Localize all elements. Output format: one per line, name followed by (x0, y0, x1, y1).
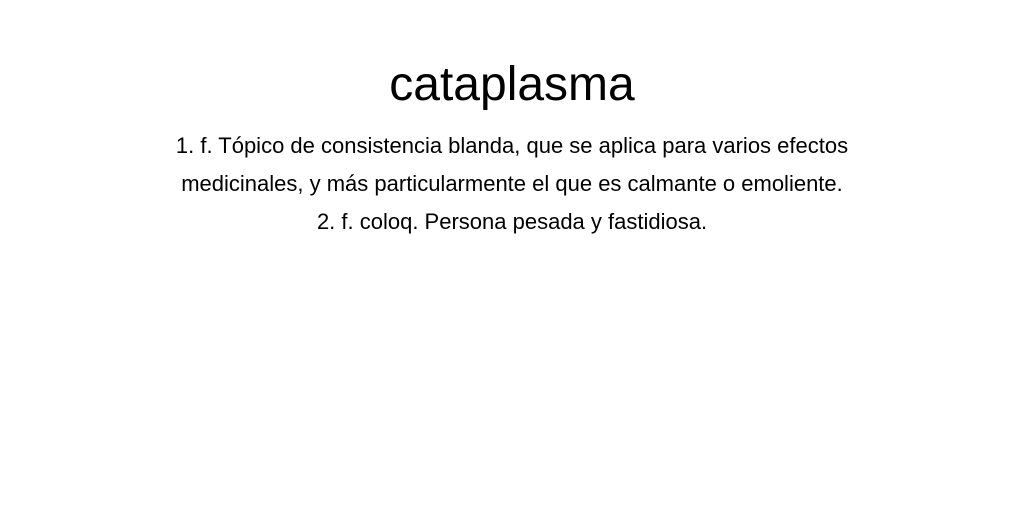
definition-item (0, 127, 1024, 203)
headword: cataplasma (389, 58, 635, 111)
definition-text: medicinales, y más particularmente el que es calmante o emoliente. (181, 171, 843, 196)
definition-text: 1. f. Tópico de consistencia blanda, que se aplica para varios efectos (175, 133, 849, 158)
definition-list (0, 127, 1024, 241)
definition-text: 2. f. coloq. Persona pesada y fastidiosa. (316, 209, 708, 234)
definition-item (0, 203, 1024, 241)
